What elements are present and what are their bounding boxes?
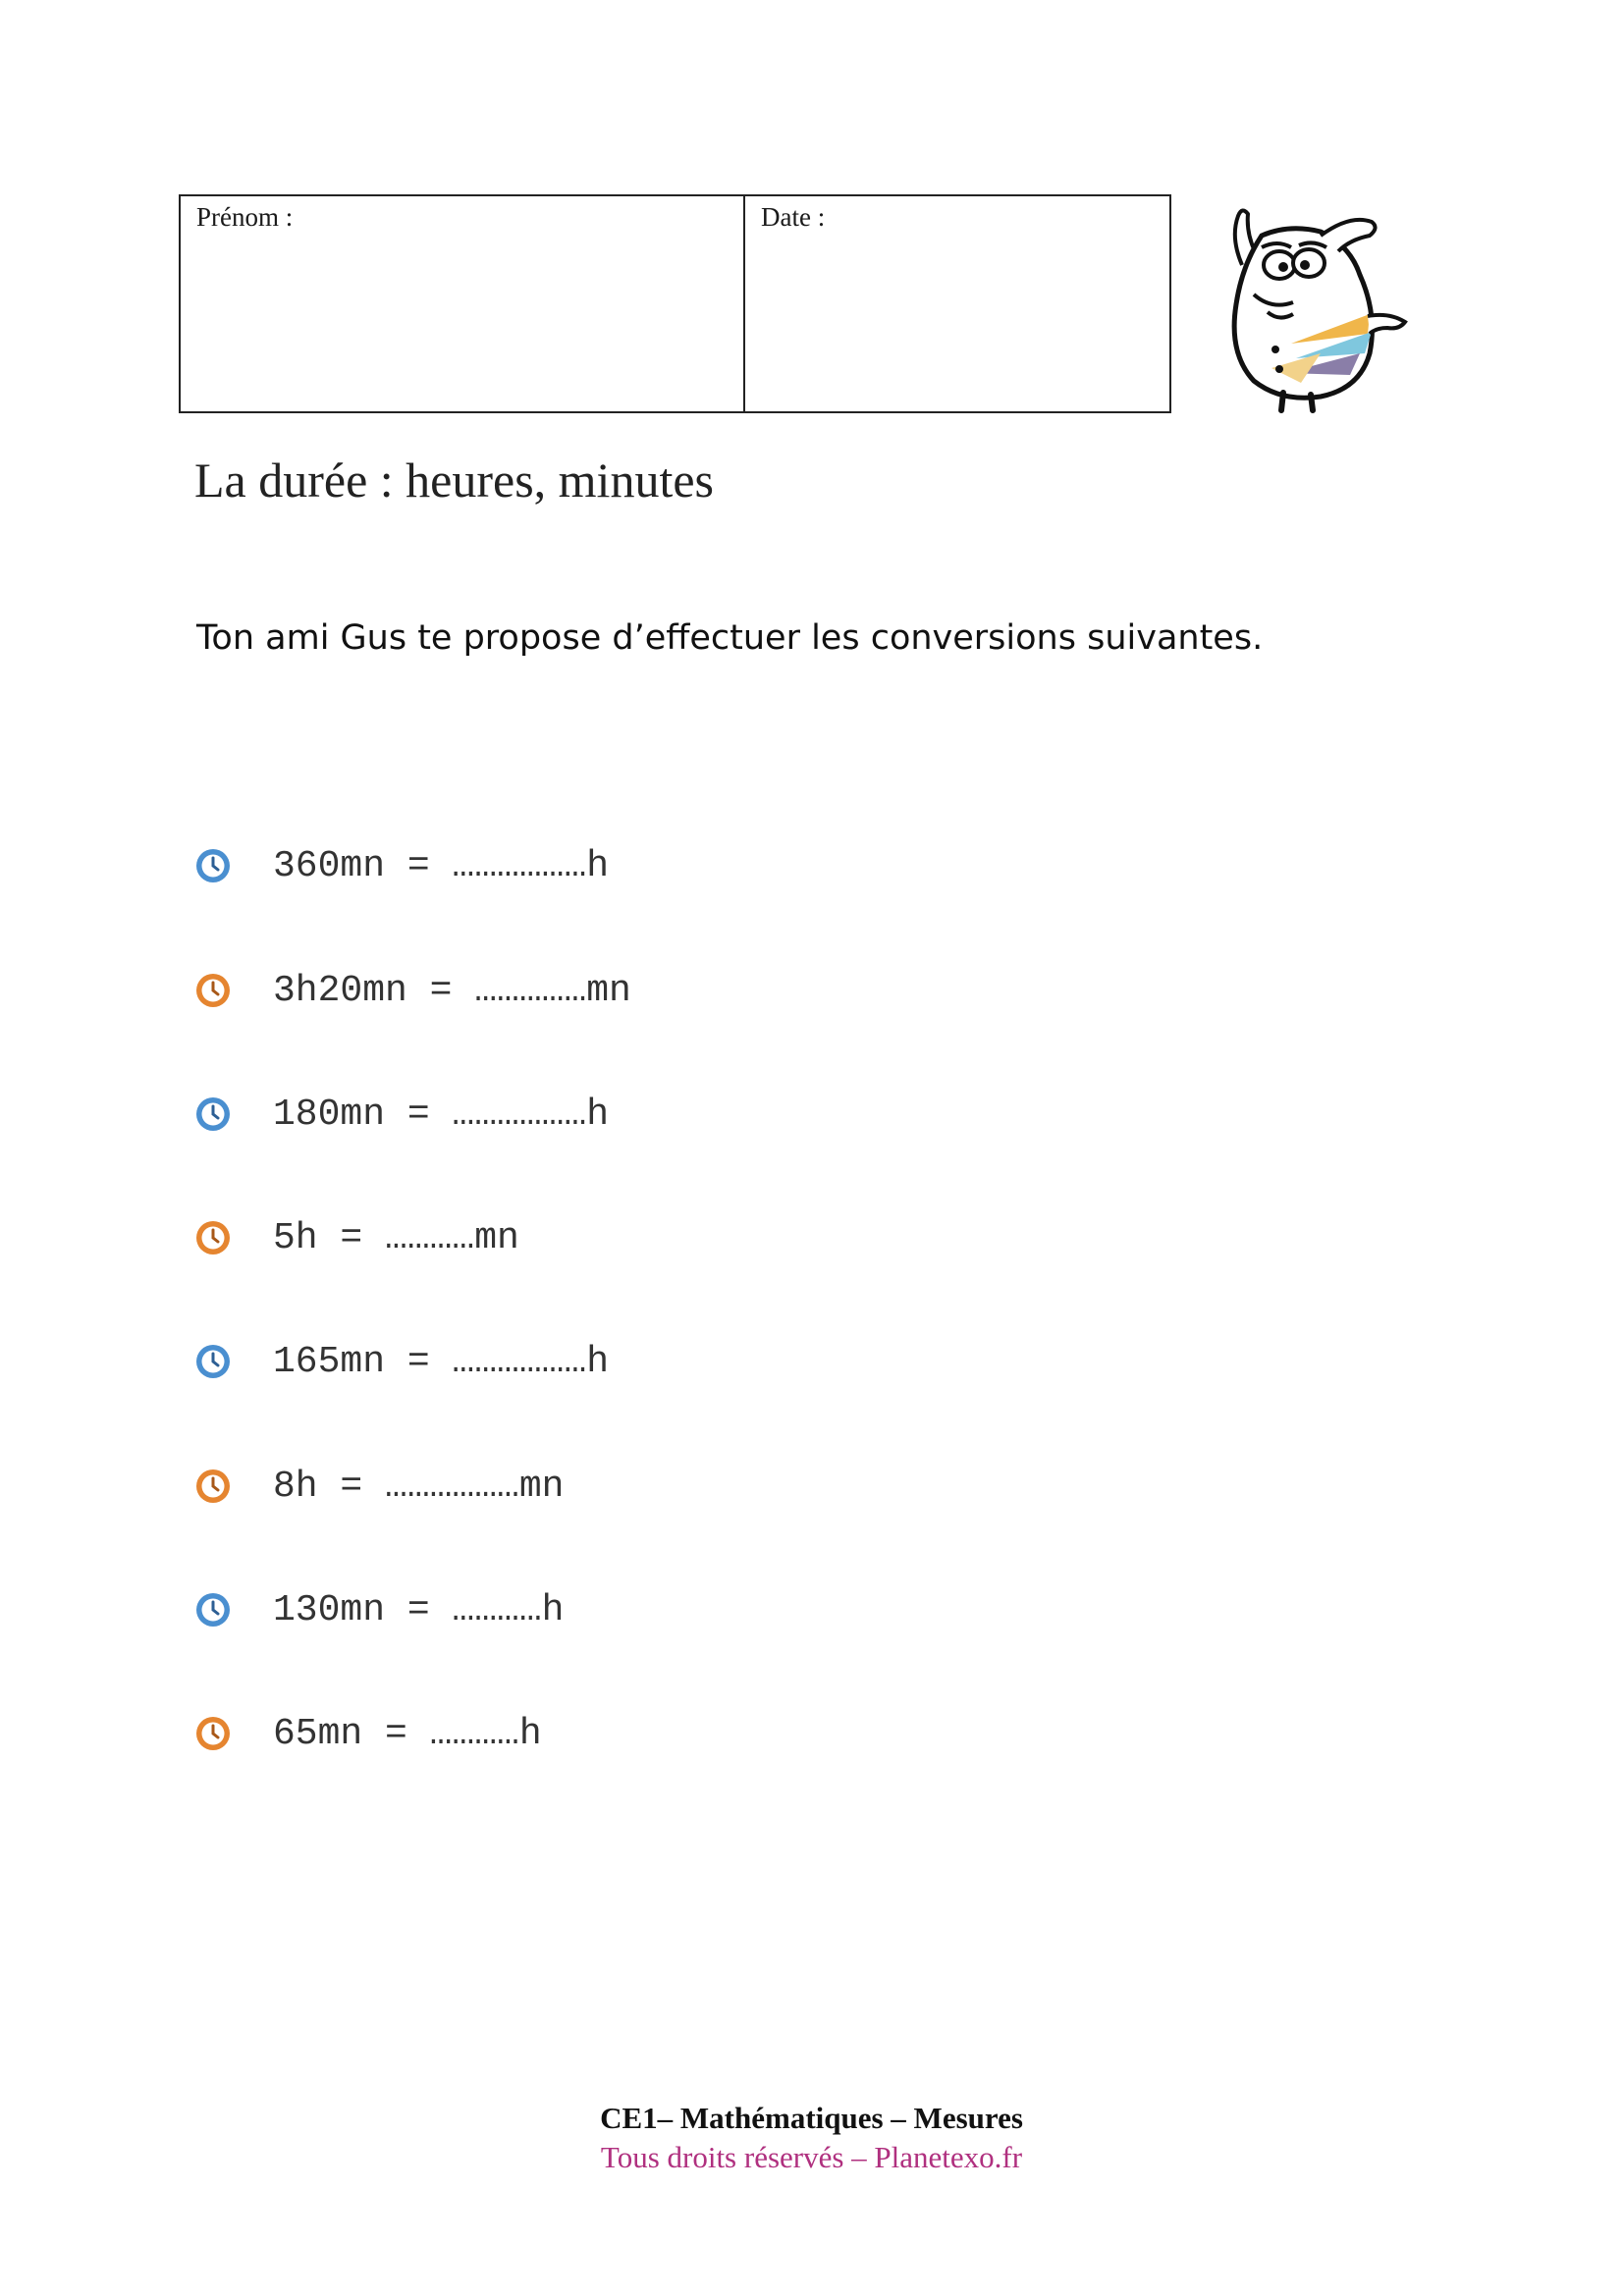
exercise-text: 8h = ………………mn — [273, 1465, 565, 1508]
exercise-item — [194, 966, 631, 1015]
exercise-item — [194, 841, 609, 890]
clock-icon — [194, 1219, 232, 1256]
exercise-text: 165mn = ………………h — [273, 1340, 610, 1383]
date-field[interactable] — [745, 196, 1169, 411]
exercise-text: 65mn = …………h — [273, 1712, 542, 1755]
footer-subject: CE1– Mathématiques – Mesures — [600, 2101, 1023, 2135]
clock-icon — [194, 1715, 232, 1752]
exercise-item — [194, 1337, 609, 1386]
clock-icon — [194, 972, 232, 1009]
exercise-item — [194, 1709, 542, 1758]
exercise-item — [194, 1585, 564, 1634]
clock-icon — [194, 847, 232, 884]
page-title: La durée : heures, minutes — [194, 453, 714, 507]
student-info-table — [179, 194, 1171, 413]
exercise-text: 130mn = …………h — [273, 1588, 565, 1631]
exercise-text: 3h20mn = ……………mn — [273, 969, 631, 1012]
clock-icon — [194, 1591, 232, 1629]
instruction-text: Ton ami Gus te propose d’effectuer les conversions suivantes. — [196, 618, 1264, 658]
exercise-item — [194, 1090, 609, 1139]
exercise-text: 360mn = ………………h — [273, 844, 610, 887]
sheep-mascot-icon — [1203, 196, 1411, 414]
clock-icon — [194, 1468, 232, 1505]
first-name-label: Prénom : — [196, 202, 294, 232]
footer-rights: Tous droits réservés – Planetexo.fr — [600, 2140, 1023, 2174]
first-name-field[interactable] — [181, 196, 745, 411]
exercise-item — [194, 1462, 564, 1511]
clock-icon — [194, 1095, 232, 1133]
exercise-text: 180mn = ………………h — [273, 1093, 610, 1136]
clock-icon — [194, 1343, 232, 1380]
exercise-text: 5h = …………mn — [273, 1216, 519, 1259]
date-label: Date : — [761, 202, 826, 232]
exercise-item — [194, 1213, 519, 1262]
